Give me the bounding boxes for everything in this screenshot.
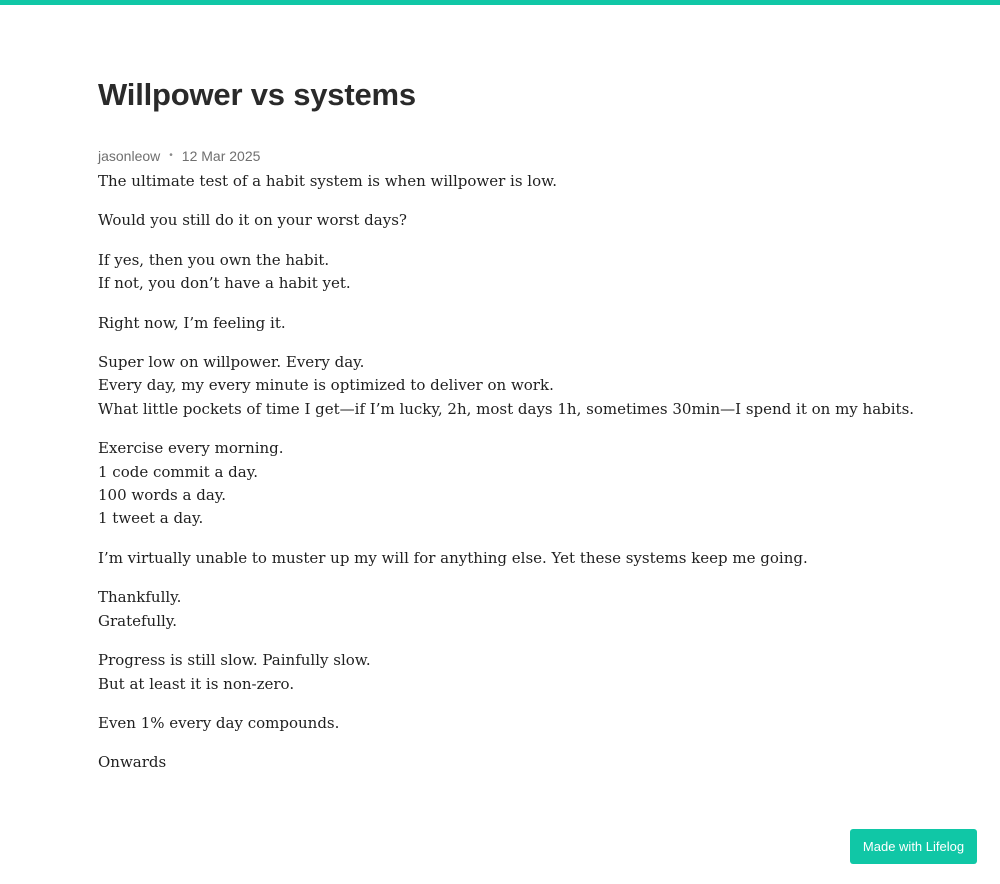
post-date: 12 Mar 2025 bbox=[181, 148, 261, 164]
post-paragraph bbox=[98, 312, 958, 335]
paragraph-line: 1 tweet a day. bbox=[98, 509, 204, 528]
post-paragraph bbox=[98, 712, 958, 735]
meta-separator: • bbox=[169, 150, 173, 161]
post-title: Willpower vs systems bbox=[98, 77, 416, 112]
paragraph-line: 1 code commit a day. bbox=[98, 462, 258, 481]
post-paragraph bbox=[98, 170, 958, 193]
paragraph-line: Would you still do it on your worst days? bbox=[98, 211, 407, 230]
post-paragraph bbox=[98, 209, 958, 232]
paragraph-line: I’m virtually unable to muster up my will for anything else. Yet these systems keep me going. bbox=[98, 548, 808, 567]
made-with-lifelog-button[interactable]: Made with Lifelog bbox=[850, 829, 977, 864]
paragraph-line: But at least it is non-zero. bbox=[98, 674, 295, 693]
paragraph-line: Every day, my every minute is optimized to deliver on work. bbox=[98, 376, 554, 395]
post-paragraph bbox=[98, 547, 958, 570]
paragraph-line: If yes, then you own the habit. bbox=[98, 250, 330, 269]
post-paragraph bbox=[98, 751, 958, 774]
post-paragraph bbox=[98, 586, 958, 633]
paragraph-line: Progress is still slow. Painfully slow. bbox=[98, 651, 371, 670]
post-paragraph bbox=[98, 351, 958, 421]
author-link[interactable]: jasonleow bbox=[98, 148, 161, 164]
paragraph-line: Thankfully. bbox=[98, 588, 182, 607]
paragraph-line: Super low on willpower. Every day. bbox=[98, 353, 365, 372]
post-body bbox=[98, 170, 958, 775]
post-paragraph bbox=[98, 437, 958, 531]
paragraph-line: Onwards bbox=[98, 753, 167, 772]
post-article bbox=[98, 72, 958, 791]
paragraph-line: 100 words a day. bbox=[98, 486, 227, 505]
post-paragraph bbox=[98, 249, 958, 296]
post-paragraph bbox=[98, 649, 958, 696]
paragraph-line: Gratefully. bbox=[98, 611, 178, 630]
paragraph-line: Exercise every morning. bbox=[98, 439, 284, 458]
paragraph-line: Even 1% every day compounds. bbox=[98, 713, 340, 732]
top-accent-bar bbox=[0, 0, 1000, 5]
paragraph-line: Right now, I’m feeling it. bbox=[98, 313, 286, 332]
paragraph-line: What little pockets of time I get—if I’m lucky, 2h, most days 1h, sometimes 30min—I spend it on my habits. bbox=[98, 399, 915, 418]
paragraph-line: The ultimate test of a habit system is when willpower is low. bbox=[98, 172, 557, 190]
post-meta bbox=[98, 146, 958, 166]
paragraph-line: If not, you don’t have a habit yet. bbox=[98, 274, 351, 293]
